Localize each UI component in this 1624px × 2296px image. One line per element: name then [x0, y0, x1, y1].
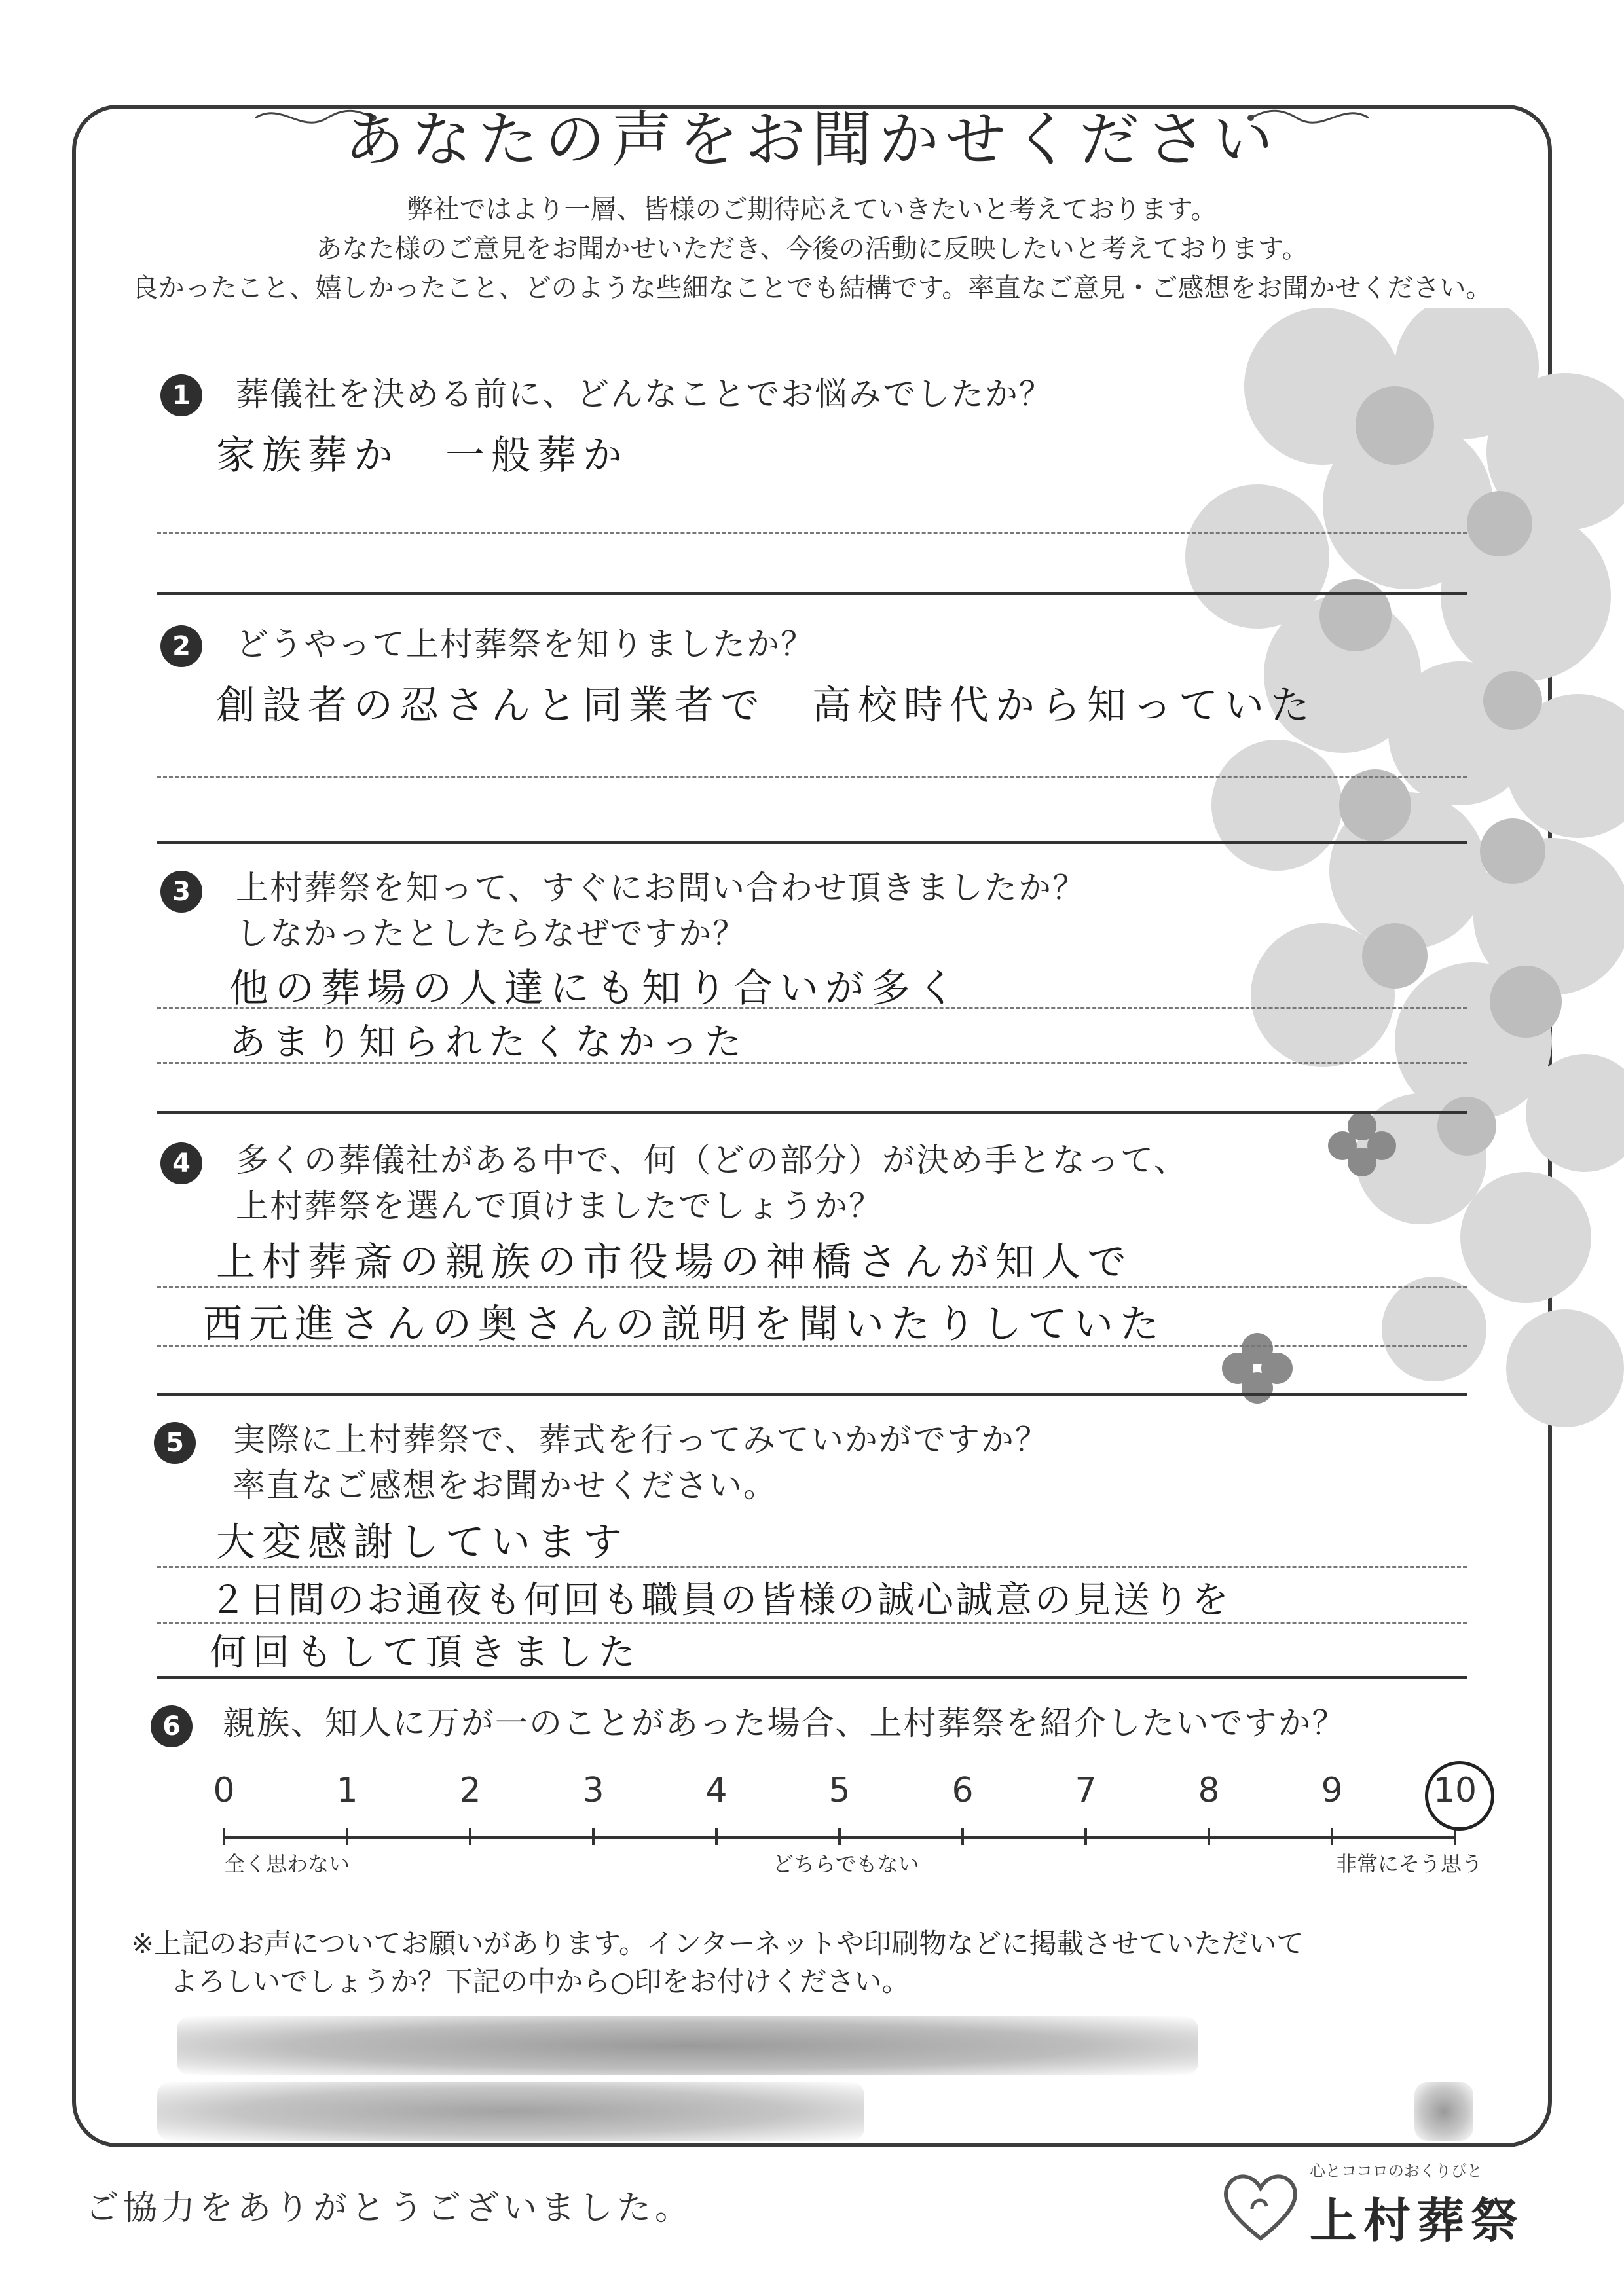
question-4-text: 多くの葬儀社がある中で、何（どの部分）が決め手となって、 — [236, 1141, 1188, 1179]
intro-line: 弊社ではより一層、皆様のご期待応えていきたいと考えております。 — [407, 194, 1217, 225]
scale-option-0[interactable]: 0 — [213, 1771, 235, 1810]
notice-line: ※上記のお声についてお願いがあります。インターネットや印刷物などに掲載させていただいて — [131, 1927, 1304, 1959]
section-divider — [157, 1111, 1467, 1114]
page-title: あなたの声をお聞かせください — [344, 105, 1280, 175]
scale-option-7[interactable]: 7 — [1075, 1771, 1097, 1810]
scale-tick — [346, 1828, 348, 1845]
answer-5-line[interactable]: ２日間のお通夜も何回も職員の皆様の誠心誠意の見送りを — [210, 1579, 1231, 1622]
scale-tick — [1331, 1828, 1333, 1845]
scale-option-1[interactable]: 1 — [336, 1771, 358, 1810]
answer-3-line[interactable]: 他の葬場の人達にも知り合いが多く — [229, 966, 963, 1011]
intro-line: あなた様のご意見をお聞かせいただき、今後の活動に反映したいと考えております。 — [316, 234, 1308, 264]
question-4-text: 上村葬祭を選んで頂けましたでしょうか？ — [236, 1187, 883, 1225]
scale-option-6[interactable]: 6 — [951, 1771, 974, 1810]
scale-tick — [223, 1828, 225, 1845]
section-divider — [157, 841, 1467, 844]
answer-rule — [157, 1062, 1467, 1064]
logo-name: 上村葬祭 — [1310, 2193, 1525, 2248]
scale-label-mid: どちらでもない — [773, 1851, 919, 1876]
question-2-text: どうやって上村葬祭を知りましたか？ — [236, 625, 815, 663]
scale-option-8[interactable]: 8 — [1198, 1771, 1220, 1810]
scale-tick — [592, 1828, 595, 1845]
answer-3-line[interactable]: あまり知られたくなかった — [229, 1021, 748, 1064]
scale-label-low: 全く思わない — [224, 1851, 350, 1876]
scale-tick — [1208, 1828, 1210, 1845]
question-number-badge: 6 — [151, 1705, 193, 1747]
scale-tick — [469, 1828, 471, 1845]
scale-tick — [715, 1828, 718, 1845]
scale-tick — [838, 1828, 841, 1845]
redacted-area — [1414, 2082, 1473, 2141]
section-divider — [157, 592, 1467, 595]
clover-decoration — [1159, 308, 1624, 1473]
answer-rule — [157, 1566, 1467, 1568]
redacted-area — [177, 2016, 1198, 2075]
answer-rule — [157, 1007, 1467, 1009]
question-5-text: 実際に上村葬祭で、葬式を行ってみていかがですか？ — [232, 1421, 1049, 1459]
notice-line: よろしいでしょうか？下記の中から○印をお付けください。 — [170, 1965, 910, 1997]
scale-option-3[interactable]: 3 — [582, 1771, 604, 1810]
question-number-badge: 2 — [160, 625, 202, 667]
scale-option-2[interactable]: 2 — [459, 1771, 481, 1810]
question-6-text: 親族、知人に万が一のことがあった場合、上村葬祭を紹介したいですか？ — [223, 1704, 1346, 1742]
intro-text — [0, 190, 1624, 308]
scale-label-high: 非常にそう思う — [1336, 1851, 1483, 1876]
footer-thanks: ご協力をありがとうございました。 — [85, 2189, 693, 2228]
answer-1-line[interactable]: 家族葬か 一般葬か — [216, 433, 629, 479]
answer-rule — [157, 1286, 1467, 1288]
question-number-badge: 1 — [160, 374, 202, 416]
answer-rule — [157, 776, 1467, 778]
answer-2-line[interactable]: 創設者の忍さんと同業者で 高校時代から知っていた — [216, 683, 1316, 729]
question-number-badge: 3 — [160, 871, 202, 913]
section-divider — [157, 1676, 1467, 1679]
question-3-text: 上村葬祭を知って、すぐにお問い合わせ頂きましたか？ — [236, 869, 1086, 907]
answer-4-line[interactable]: 上村葬斎の親族の市役場の神橋さんが知人で — [216, 1239, 1133, 1285]
heart-logo-icon — [1218, 2163, 1303, 2248]
question-number-badge: 5 — [154, 1422, 196, 1464]
question-3-text: しなかったとしたらなぜですか？ — [236, 915, 747, 953]
company-logo — [1218, 2154, 1532, 2252]
scale-option-9[interactable]: 9 — [1321, 1771, 1343, 1810]
redacted-area — [157, 2082, 864, 2141]
scale-option-4[interactable]: 4 — [705, 1771, 728, 1810]
scale-option-5[interactable]: 5 — [828, 1771, 851, 1810]
question-1-text: 葬儀社を決める前に、どんなことでお悩みでしたか？ — [236, 375, 1053, 413]
scale-tick — [1084, 1828, 1087, 1845]
question-number-badge: 4 — [160, 1142, 202, 1184]
logo-tagline: 心とココロのおくりびと — [1310, 2162, 1483, 2180]
section-divider — [157, 1393, 1467, 1396]
scale-option-10[interactable]: 10 — [1433, 1771, 1477, 1810]
answer-rule — [157, 1345, 1467, 1347]
answer-5-line[interactable]: 大変感謝しています — [216, 1520, 629, 1565]
intro-line: 良かったこと、嬉しかったこと、どのような些細なことでも結構です。率直なご意見・ご感想をお聞かせください。 — [132, 273, 1492, 303]
answer-4-line[interactable]: 西元進さんの奥さんの説明を聞いたりしていた — [203, 1302, 1166, 1347]
scale-tick — [961, 1828, 964, 1845]
answer-5-line[interactable]: 何回もして頂きました — [210, 1631, 642, 1674]
question-5-text: 率直なご感想をお聞かせください。 — [232, 1467, 777, 1504]
answer-rule — [157, 532, 1467, 534]
permission-notice — [131, 1925, 1304, 2001]
